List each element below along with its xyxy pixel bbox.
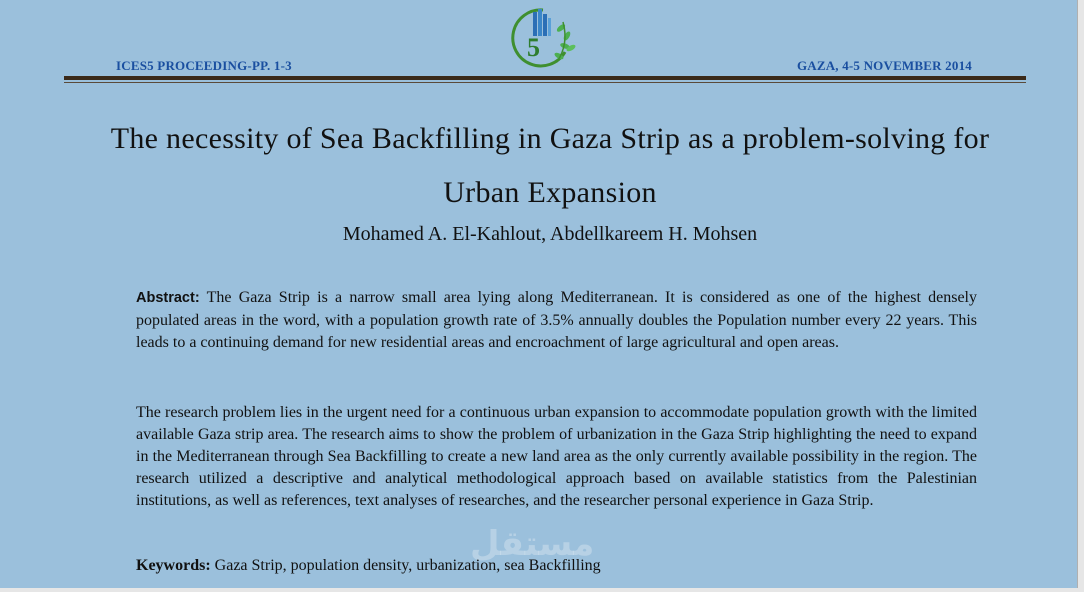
keywords-label: Keywords: xyxy=(136,557,211,574)
viewer-bottom-edge xyxy=(0,588,1084,592)
abstract-paragraph-2: The research problem lies in the urgent need for a continuous urban expansion to accommodate population growth with the limited available Gaza strip area. The research aims to show the problem of urbanization in the Gaza Strip highlighting the need to expand in the Mediterranean through Sea Backfilling to create a new land area as the only currently available possibility in the region. The research utilized a descriptive and analytical methodological approach based on available statistics from the Palestinian institutions, as well as references, text analyses of researches, and the researcher personal experience in Gaza Strip. xyxy=(136,404,977,509)
header-rule-thin xyxy=(64,82,1026,83)
watermark: مستقل xyxy=(470,524,595,564)
running-header-left: ICES5 PROCEEDING-PP. 1-3 xyxy=(116,58,292,73)
viewer-scrollbar-edge xyxy=(1077,0,1084,592)
conference-logo xyxy=(503,4,583,68)
paper-authors: Mohamed A. El-Kahlout, Abdellkareem H. Mohsen xyxy=(342,223,758,245)
header-rule xyxy=(64,76,1026,80)
paper-title: The necessity of Sea Backfilling in Gaza Strip as a problem-solving for Urban Expansion xyxy=(110,122,990,209)
running-header-right: GAZA, 4-5 NOVEMBER 2014 xyxy=(796,58,972,73)
keywords-text: Gaza Strip, population density, urbanization, sea Backfilling xyxy=(210,557,601,574)
abstract-label: Abstract xyxy=(136,290,195,306)
keywords-line xyxy=(136,557,977,575)
abstract-separator: : xyxy=(194,290,200,306)
svg-text:5: 5 xyxy=(527,33,540,62)
abstract-paragraph xyxy=(136,287,977,355)
abstract-text: The Gaza Strip is a narrow small area lying along Mediterranean. It is considered as one of the highest densely populated areas in the word, with a population growth rate of 3.5% annually doubles the Population number every 22 years. This leads to a continuing demand for new residential areas and encroachment of large agricultural and open areas. xyxy=(136,289,977,351)
